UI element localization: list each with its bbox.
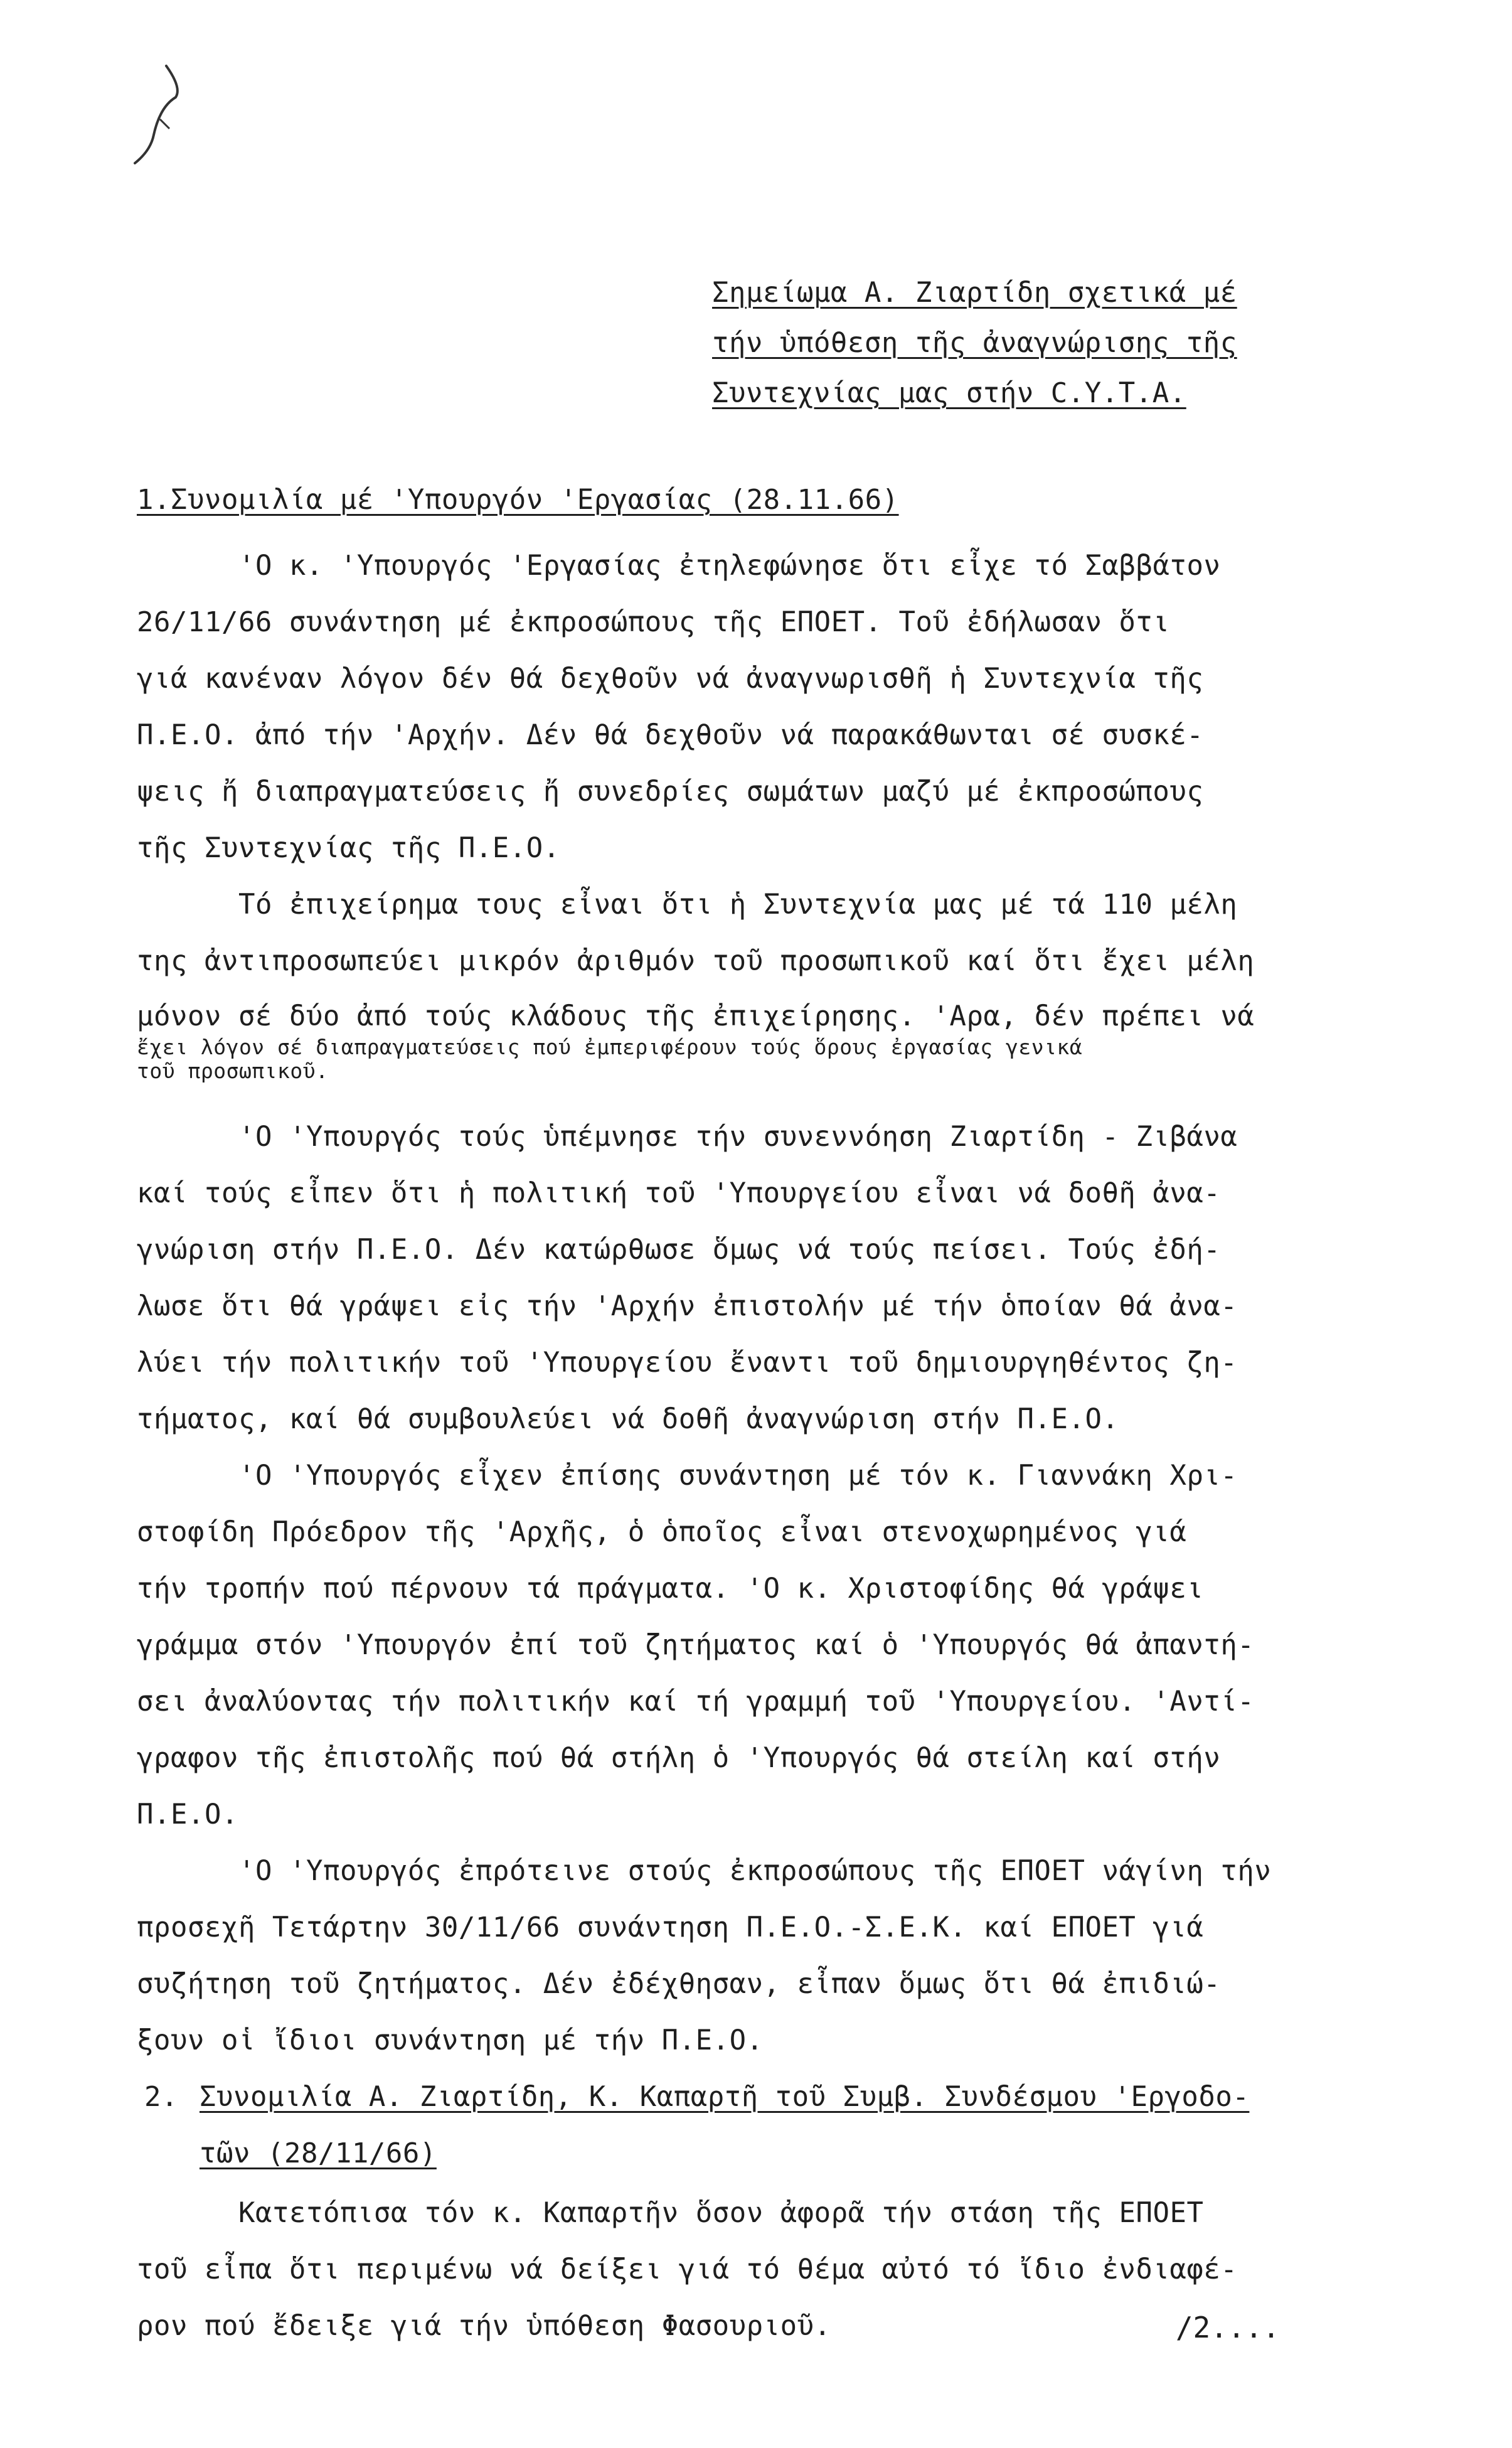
paragraph-line: μόνον σέ δύο ἀπό τούς κλάδους τῆς ἐπιχείρησης. 'Αρα, δέν πρέπει νά: [137, 1000, 1255, 1032]
section2-number: 2.: [144, 2081, 178, 2113]
paragraph-line: 26/11/66 συνάντηση μέ ἐκπροσώπους τῆς ΕΠΟΕΤ. Τοῦ ἐδήλωσαν ὅτι: [137, 606, 1170, 638]
paragraph-line: τήματος, καί θά συμβουλεύει νά δοθῆ ἀναγνώριση στήν Π.Ε.Ο.: [137, 1403, 1119, 1435]
paragraph-line: λύει τήν πολιτικήν τοῦ 'Υπουργείου ἔναντι τοῦ δημιουργηθέντος ζη-: [137, 1347, 1238, 1379]
paragraph-line: σει ἀναλύοντας τήν πολιτικήν καί τή γραμμή τοῦ 'Υπουργείου. 'Αντί-: [137, 1686, 1255, 1718]
paragraph-line: Π.Ε.Ο.: [137, 1799, 238, 1831]
paragraph-line: της ἀντιπροσωπεύει μικρόν ἀριθμόν τοῦ προσωπικοῦ καί ὅτι ἔχει μέλη: [137, 945, 1255, 977]
paragraph-line: 'Ο 'Υπουργός τούς ὑπέμνησε τήν συνεννόηση Ζιαρτίδη - Ζιβάνα: [238, 1121, 1238, 1153]
paragraph-line: 'Ο κ. 'Υπουργός 'Εργασίας ἐτηλεφώνησε ὅτι εἶχε τό Σαββάτον: [238, 550, 1221, 582]
paragraph-line: ξουν οἱ ἴδιοι συνάντηση μέ τήν Π.Ε.Ο.: [137, 2024, 764, 2056]
memo-heading-line-1: Σημείωμα Α. Ζιαρτίδη σχετικά μέ: [712, 277, 1237, 309]
paragraph-line: τῆς Συντεχνίας τῆς Π.Ε.Ο.: [137, 832, 560, 864]
paragraph-line-insert: ἔχει λόγον σέ διαπραγματεύσεις πού ἐμπεριφέρουν τούς ὅρους ἐργασίας γενικά: [137, 1035, 1083, 1059]
paragraph-line: γνώριση στήν Π.Ε.Ο. Δέν κατώρθωσε ὅμως νά τούς πείσει. Τούς ἐδή-: [137, 1234, 1221, 1266]
memo-heading-line-3: Συντεχνίας μας στήν C.Υ.Τ.Α.: [712, 377, 1186, 409]
handwritten-mark: [122, 60, 204, 173]
paragraph-line: 'Ο 'Υπουργός εἶχεν ἐπίσης συνάντηση μέ τόν κ. Γιαννάκη Χρι-: [238, 1460, 1238, 1492]
paragraph-line: Π.Ε.Ο. ἀπό τήν 'Αρχήν. Δέν θά δεχθοῦν νά παρακάθωνται σέ συσκέ-: [137, 719, 1204, 751]
memo-heading-line-2: τήν ὑπόθεση τῆς ἀναγνώρισης τῆς: [712, 327, 1237, 359]
paragraph-line: ρον πού ἔδειξε γιά τήν ὑπόθεση Φασουριοῦ.: [137, 2310, 831, 2342]
section2-heading-line-2: τῶν (28/11/66): [200, 2137, 437, 2169]
paragraph-line: προσεχῆ Τετάρτην 30/11/66 συνάντηση Π.Ε.Ο.-Σ.Ε.Κ. καί ΕΠΟΕΤ γιά: [137, 1911, 1204, 1943]
page-continuation: /2....: [1175, 2311, 1280, 2344]
paragraph-line: ψεις ἤ διαπραγματεύσεις ἤ συνεδρίες σωμάτων μαζύ μέ ἐκπροσώπους: [137, 776, 1204, 808]
paragraph-line: καί τούς εἶπεν ὅτι ἡ πολιτική τοῦ 'Υπουργείου εἶναι νά δοθῆ ἀνα-: [137, 1177, 1221, 1209]
section1-heading: 1.Συνομιλία μέ 'Υπουργόν 'Εργασίας (28.11.66): [137, 484, 899, 516]
paragraph-line: τήν τροπήν πού πέρνουν τά πράγματα. 'Ο κ. Χριστοφίδης θά γράψει: [137, 1573, 1204, 1605]
paragraph-line: γιά κανέναν λόγον δέν θά δεχθοῦν νά ἀναγνωρισθῆ ἡ Συντεχνία τῆς: [137, 663, 1204, 695]
section2-heading-line-1: Συνομιλία Α. Ζιαρτίδη, Κ. Καπαρτῆ τοῦ Συμβ. Συνδέσμου 'Εργοδο-: [200, 2081, 1250, 2113]
paragraph-line-insert: τοῦ προσωπικοῦ.: [137, 1059, 329, 1083]
paragraph-line: Τό ἐπιχείρημα τους εἶναι ὅτι ἡ Συντεχνία μας μέ τά 110 μέλη: [238, 889, 1238, 921]
paragraph-line: λωσε ὅτι θά γράψει εἰς τήν 'Αρχήν ἐπιστολήν μέ τήν ὁποίαν θά ἀνα-: [137, 1290, 1238, 1322]
paragraph-line: γραφον τῆς ἐπιστολῆς πού θά στήλη ὁ 'Υπουργός θά στείλη καί στήν: [137, 1742, 1221, 1774]
paragraph-line: τοῦ εἶπα ὅτι περιμένω νά δείξει γιά τό θέμα αὐτό τό ἴδιο ἐνδιαφέ-: [137, 2253, 1238, 2285]
paragraph-line: στοφίδη Πρόεδρον τῆς 'Αρχῆς, ὁ ὁποῖος εἶναι στενοχωρημένος γιά: [137, 1516, 1187, 1548]
paragraph-line: συζήτηση τοῦ ζητήματος. Δέν ἐδέχθησαν, εἶπαν ὅμως ὅτι θά ἐπιδιώ-: [137, 1968, 1221, 2000]
paragraph-line: γράμμα στόν 'Υπουργόν ἐπί τοῦ ζητήματος καί ὁ 'Υπουργός θά ἀπαντή-: [137, 1629, 1255, 1661]
paragraph-line: Κατετόπισα τόν κ. Καπαρτῆν ὅσον ἀφορᾶ τήν στάση τῆς ΕΠΟΕΤ: [238, 2197, 1204, 2229]
paragraph-line: 'Ο 'Υπουργός ἐπρότεινε στούς ἐκπροσώπους τῆς ΕΠΟΕΤ νάγίνη τήν: [238, 1855, 1272, 1887]
